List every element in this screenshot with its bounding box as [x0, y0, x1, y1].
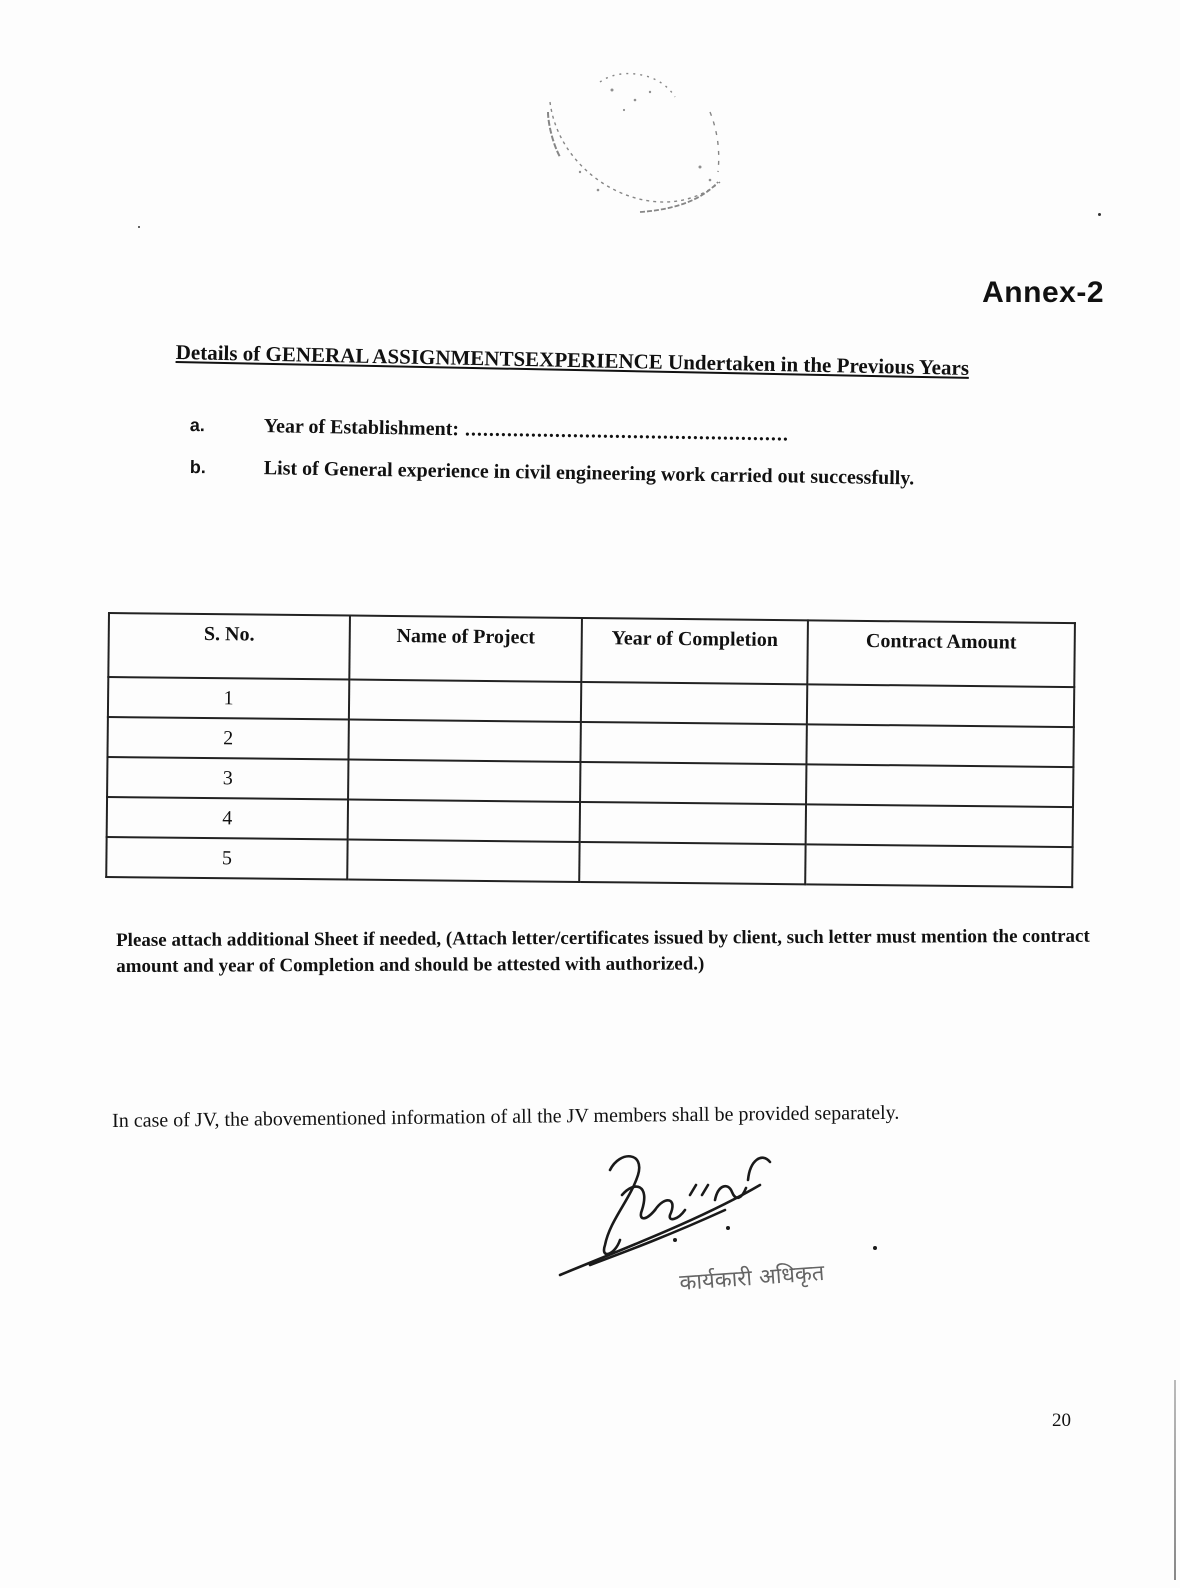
cell-s-no: 3: [107, 757, 348, 800]
table-header-row: [108, 613, 1075, 687]
cell-s-no: 1: [108, 677, 349, 720]
cell-name-of-project: [348, 800, 580, 842]
experience-table-container: [105, 612, 1074, 888]
cell-year-of-completion: [581, 682, 807, 724]
cell-contract-amount: [806, 804, 1073, 847]
cell-year-of-completion: [579, 842, 805, 884]
page-title: Details of GENERAL ASSIGNMENTSEXPERIENCE Undertaken in the Previous Years: [175, 340, 970, 380]
column-header-name-of-project: Name of Project: [349, 616, 582, 682]
page-number: 20: [1052, 1410, 1071, 1431]
list-marker: b.: [189, 456, 206, 478]
cell-contract-amount: [805, 844, 1072, 887]
cell-s-no: 5: [106, 837, 347, 880]
list-item-year-of-establishment: [190, 414, 789, 446]
column-header-s-no: S. No.: [108, 613, 350, 680]
cell-year-of-completion: [580, 802, 806, 844]
scan-edge: [1174, 1380, 1176, 1580]
scan-speck: [1098, 213, 1101, 216]
svg-text:कार्यकारी अधिकृत: कार्यकारी अधिकृत: [678, 1260, 826, 1296]
cell-contract-amount: [806, 764, 1073, 807]
cell-name-of-project: [349, 680, 581, 722]
scan-speck: [138, 226, 140, 228]
cell-year-of-completion: [580, 722, 806, 764]
handwritten-signature-icon: [550, 1140, 890, 1320]
attachment-note: Please attach additional Sheet if needed, (Attach letter/certificates issued by client, such letter must mention the contract amount and year of Completion and should be attested with authorized.): [116, 925, 1090, 977]
cell-name-of-project: [348, 760, 580, 802]
cell-s-no: 2: [107, 717, 348, 760]
list-item-text: Year of Establishment:: [263, 415, 460, 441]
official-seal-icon: [540, 62, 730, 227]
list-item-general-experience: [190, 456, 915, 490]
fill-in-dots: ......................................................: [464, 418, 790, 446]
cell-contract-amount: [807, 684, 1074, 727]
cell-contract-amount: [806, 724, 1073, 767]
cell-name-of-project: [347, 840, 579, 882]
list-item-text: List of General experience in civil engineering work carried out successfully.: [263, 457, 915, 490]
annex-label: Annex-2: [982, 276, 1104, 309]
list-marker: a.: [189, 414, 205, 436]
experience-table: [105, 612, 1076, 888]
jv-note: In case of JV, the abovementioned information of all the JV members shall be provided separately.: [112, 1101, 900, 1132]
cell-year-of-completion: [580, 762, 806, 804]
column-header-year-of-completion: Year of Completion: [581, 618, 808, 684]
column-header-contract-amount: Contract Amount: [807, 620, 1075, 687]
cell-s-no: 4: [107, 797, 348, 840]
cell-name-of-project: [348, 720, 580, 762]
